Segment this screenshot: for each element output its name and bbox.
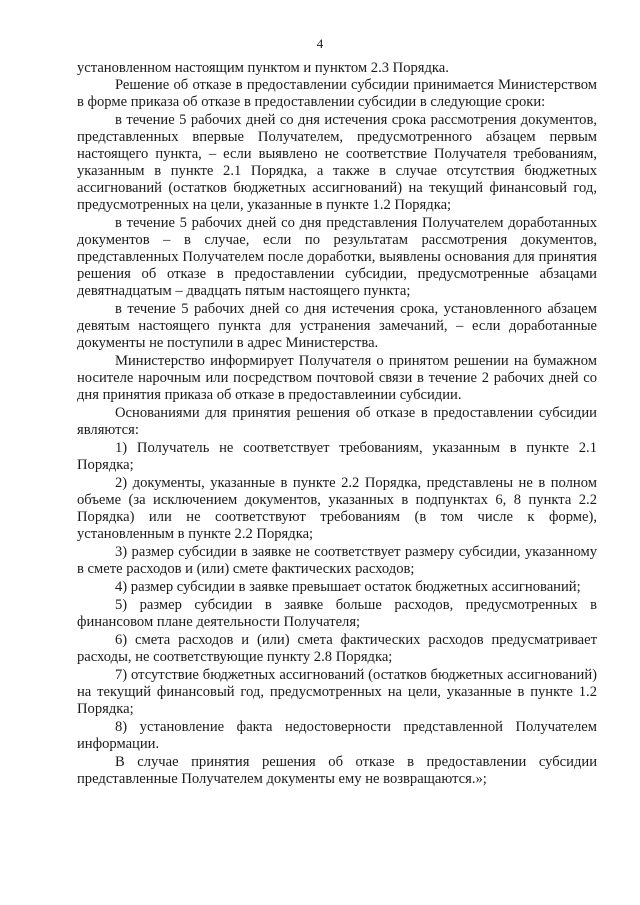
- paragraph: в течение 5 рабочих дней со дня истечения срока рассмотрения документов, представленных впервые Получателем, предусмотренного абзацем первым настоящего пункта, – если выявлено не соответствие Получателя требованиям, указанным в пункте 2.1 Порядка, а также в случае отсутствия бюджетных ассигнований (остатков бюджетных ассигнований) на текущий финансовый год, предусмотренных на цели, указанные в пункте 1.2 Порядка;: [77, 112, 597, 213]
- paragraph: В случае принятия решения об отказе в предоставлении субсидии представленные Получателем документы ему не возвращаются.»;: [77, 754, 597, 787]
- list-item: 2) документы, указанные в пункте 2.2 Порядка, представлены не в полном объеме (за исключением документов, указанных в подпунктах 6, 8 пункта 2.2 Порядка) или не соответствуют требованиям (в том числе к форме), установленным в пункте 2.2 Порядка;: [77, 475, 597, 542]
- document-body: [77, 60, 597, 788]
- list-item: 6) смета расходов и (или) смета фактических расходов предусматривает расходы, не соответствующие пункту 2.8 Порядка;: [77, 632, 597, 665]
- page-number: 4: [316, 36, 324, 51]
- list-item: 3) размер субсидии в заявке не соответствует размеру субсидии, указанному в смете расходов и (или) смете фактических расходов;: [77, 544, 597, 577]
- paragraph: установленном настоящим пунктом и пунктом 2.3 Порядка.: [77, 60, 449, 76]
- paragraph: Основаниями для принятия решения об отказе в предоставлении субсидии являются:: [77, 405, 597, 438]
- list-item: 4) размер субсидии в заявке превышает остаток бюджетных ассигнований;: [115, 579, 581, 595]
- list-item: 5) размер субсидии в заявке больше расходов, предусмотренных в финансовом плане деятельности Получателя;: [77, 597, 597, 630]
- paragraph: в течение 5 рабочих дней со дня истечения срока, установленного абзацем девятым настоящего пункта для устранения замечаний, – если доработанные документы не поступили в адрес Министерства.: [77, 301, 597, 351]
- list-item: 8) установление факта недостоверности представленной Получателем информации.: [77, 719, 597, 752]
- paragraph: в течение 5 рабочих дней со дня представления Получателем доработанных документов – в случае, если по результатам рассмотрения документов, представленных Получателем после доработки, выявлены основания для принятия решения об отказе в предоставлении субсидии, предусмотренные абзацами девятнадцатым – двадцать пятым настоящего пункта;: [77, 215, 597, 299]
- paragraph: Министерство информирует Получателя о принятом решении на бумажном носителе нарочным или посредством почтовой связи в течение 2 рабочих дней со дня принятия приказа об отказе в предоставлеинии субсидии.: [77, 353, 597, 403]
- list-item: 1) Получатель не соответствует требованиям, указанным в пункте 2.1 Порядка;: [77, 440, 597, 473]
- paragraph: Решение об отказе в предоставлении субсидии принимается Министерством в форме приказа об отказе в предоставлении субсидии в следующие сроки:: [77, 77, 597, 110]
- list-item: 7) отсутствие бюджетных ассигнований (остатков бюджетных ассигнований) на текущий финансовый год, предусмотренных на цели, указанные в пункте 1.2 Порядка;: [77, 667, 597, 717]
